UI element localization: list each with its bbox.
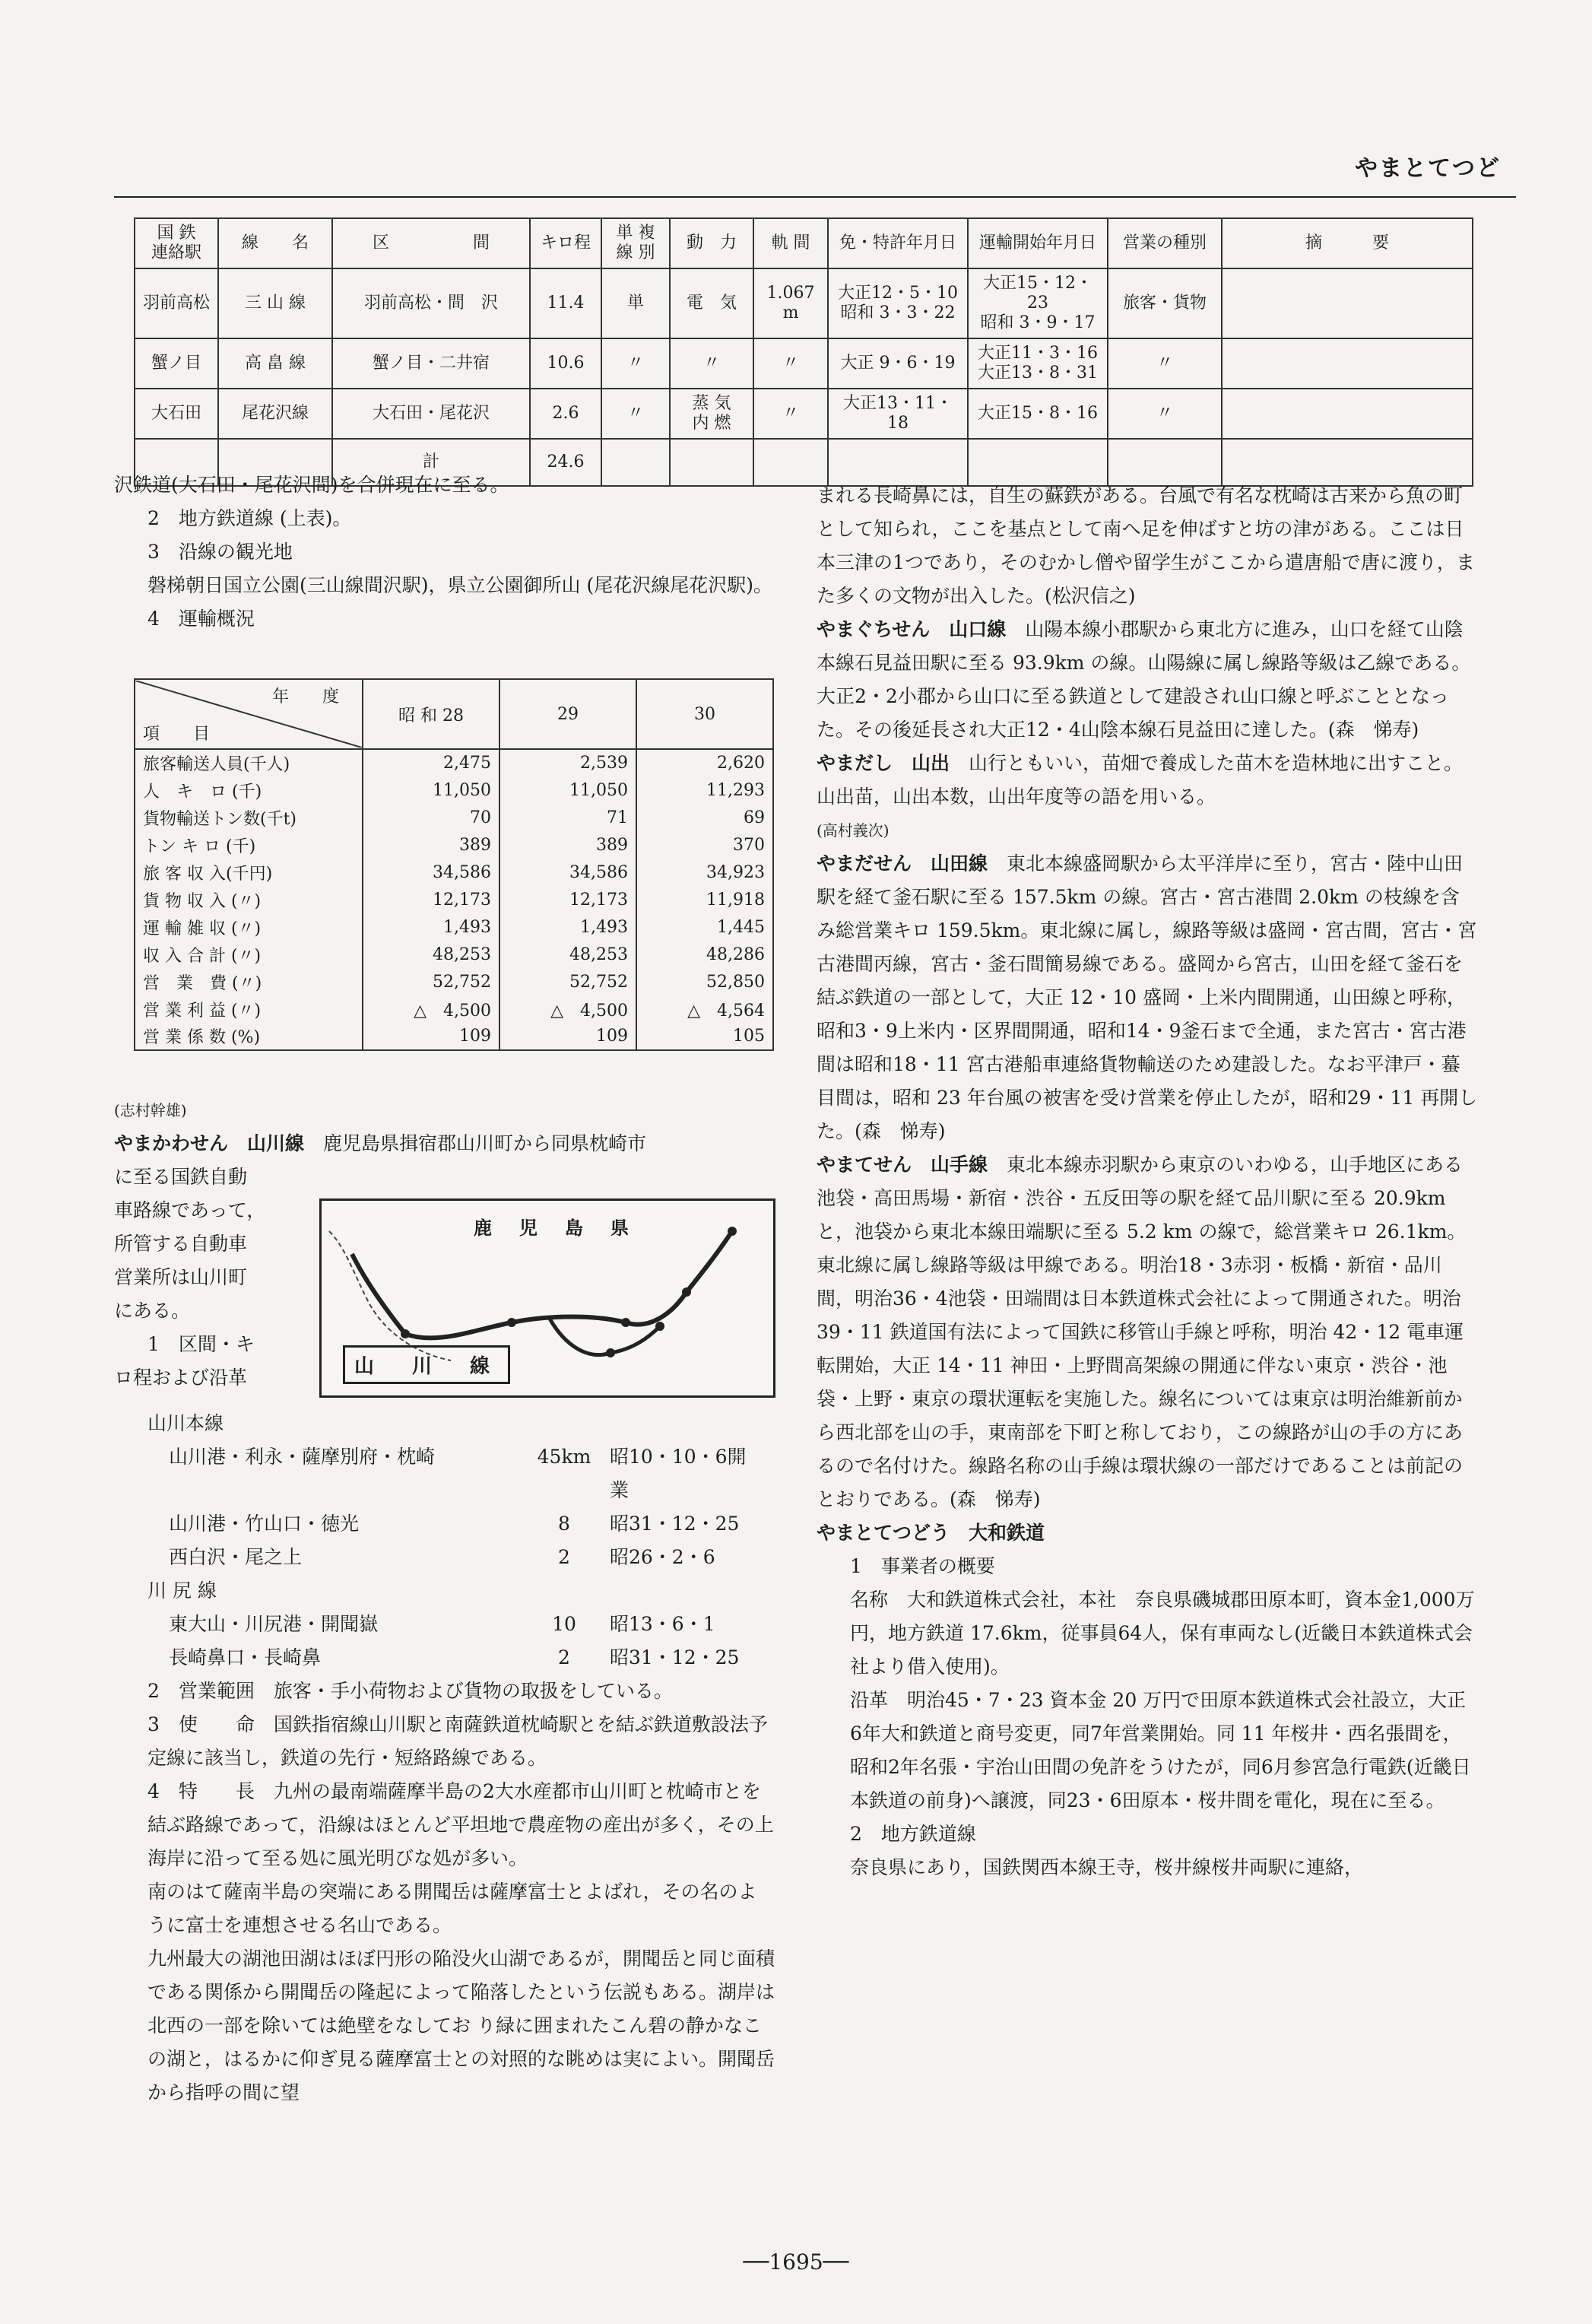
col-header: 単 複 線 別 [601,218,670,268]
entry-yamadashi: やまだし 山出 山行ともいい，苗畑で養成した苗木を造林地に出すこと。山出苗，山出本数，山出年度等の語を用いる。 [817,752,1464,808]
stats-row: 収 入 合 計 (〃) 48,253 48,253 48,286 [135,941,773,968]
paragraph: 九州最大の湖池田湖はほぼ円形の陥没火山湖であるが，開聞岳と同じ面積である関係から開聞岳の隆起によって陥落したという伝説もある。湖岸は北西の一部を除いては絶壁をなしてお り緑に囲まれたこん碧の静かなこの湖と，はるかに仰ぎ見る薩摩富士との対照的な眺めは実によい。開聞岳から指呼の間に望 [147,1948,775,2103]
wrap-line: 1 区間・キ [147,1333,255,1355]
wrap-line: 営業所は山川町 [114,1266,248,1288]
stats-row: 旅客輸送人員(千人) 2,475 2,539 2,620 [135,749,773,776]
col-header: 摘 要 [1222,218,1473,268]
stats-row: 運 輸 雑 収 (〃) 1,493 1,493 1,445 [135,913,773,941]
route-row: 西白沢・尾之上 2 昭26・2・6 [169,1546,715,1568]
table-cell: 〃 [1108,389,1222,439]
table-row [135,268,1473,338]
entry-heading: やまだし 山出 [817,752,950,774]
line-name: 川 尻 線 [147,1579,217,1602]
header-rule [114,196,1516,198]
paragraph: 3 沿線の観光地 [147,541,293,563]
entry-heading: やまてせん 山手線 [817,1154,988,1176]
stats-row: 貨 物 収 入 (〃) 12,173 12,173 11,918 [135,886,773,913]
entry-yamaguchi: やまぐちせん 山口線 山陽本線小郡駅から東北方に進み，山口を経て山陰本線石見益田駅に至る 93.9km の線。山陽線に属し線路等級は乙線である。大正2・2小郡から山口に至る鉄道として建設され山口線と呼ぶこととなった。その後延長され大正12・4山陰本線石見益田に達した。(森 悌寿) [817,618,1471,741]
table-cell: 〃 [601,389,670,439]
table-cell: 〃 [601,338,670,389]
stats-year: 29 [499,679,636,749]
wrap-line: ロ程および沿革 [114,1367,248,1389]
entry-lead: 鹿児島県揖宿郡山川町から同県枕崎市 [323,1132,647,1154]
stats-header-row [135,679,773,749]
table-cell: 大正 9・6・19 [828,338,968,389]
col-header: 免・特許年月日 [828,218,968,268]
paragraph: 磐梯朝日国立公園(三山線間沢駅)，県立公園御所山 (尾花沢線尾花沢駅)。 [147,574,772,596]
col-header: 軌 間 [753,218,828,268]
wrap-line: にある。 [114,1300,191,1322]
col-header: 営業の種別 [1108,218,1222,268]
table-cell: 高 畠 線 [218,338,332,389]
paragraph: 奈良県にあり，国鉄関西本線王寺，桜井線桜井両駅に連絡， [850,1856,1364,1878]
entry-heading: やまだせん 山田線 [817,852,988,875]
total-km: 24.6 [530,439,601,486]
stats-year-label: 年 度 [271,687,339,706]
table-cell: 1.067 m [753,268,828,338]
map-region-label: 鹿 児 島 県 [474,1217,633,1239]
paragraph: 4 運輸概況 [147,608,255,630]
transport-stats-table [134,678,774,1051]
table-cell: 〃 [670,338,753,389]
paragraph: 4 特 長 九州の最南端薩摩半島の2大水産都市山川町と枕崎市とを結ぶ路線であって，沿線はほとんど平坦地で農産物の産出が多く，その上海岸に沿って至る処に風光明びな処が多い。 [147,1780,774,1869]
table-cell: 〃 [1108,338,1222,389]
table-cell: 11.4 [530,268,601,338]
table-cell: 三 山 線 [218,268,332,338]
entry-yamate: やまてせん 山手線 東北本線赤羽駅から東京のいわゆる，山手地区にある池袋・高田馬場・新宿・渋谷・五反田等の駅を経て品川駅に至る 20.9km と，池袋から東北本線田端駅に至る 5.2 km の線で，総営業キロ 26.1km。東北線に属し線路等級は甲線である。明治18・3赤羽・板橋・新宿・品川間，明治36・4池袋・田端間は日本鉄道株式会社によって開通された。明治39・11 鉄道国有法によって国鉄に移管山手線と呼称，明治 42・12 電車運転開始，大正 14・11 神田・上野間高架線の開通に伴ない東京・渋谷・池袋・上野・東京の環状運転を実施した。線名については東京は明治維新前から西北部を山の手，東南部を下町と称しており，この線路が山の手の方にあるので名付けた。線路名称の山手線は環状線の一部だけであることは前記のとおりである。(森 悌寿) [817,1154,1467,1510]
entry-yamakawa [114,1127,775,1160]
paragraph: まれる長崎鼻には，自生の蘇鉄がある。台風で有名な枕崎は古来から魚の町として知られ，ここを基点として南へ足を伸ばすと坊の津がある。ここは日本三津の1つであり，そのむかし僧や留学生がここから遣唐船で唐に渡り，また多くの文物が出入した。(松沢信之) [817,484,1475,607]
table-cell: 大石田 [135,389,218,439]
table-cell [1222,389,1473,439]
col-header: キロ程 [530,218,601,268]
railway-line-table [134,217,1473,487]
page-number: ──1695── [743,2249,849,2275]
left-column-top [114,468,775,636]
stats-row: 旅 客 収 入(千円) 34,586 34,586 34,923 [135,859,773,886]
table-cell: 〃 [753,389,828,439]
wrap-line: に至る国鉄自動 [114,1166,248,1188]
table-cell: 10.6 [530,338,601,389]
paragraph: 沢鉄道(大石田・尾花沢間)を合併現在に至る。 [114,474,509,496]
author-credit: (高村義次) [817,821,890,840]
table-row [135,338,1473,389]
entry-heading: やまぐちせん 山口線 [817,618,1007,640]
table-cell: 大正13・11・18 [828,389,968,439]
stats-row: 営 業 費 (〃) 52,752 52,752 52,850 [135,968,773,995]
table-cell: 〃 [753,338,828,389]
col-header: 国 鉄 連絡駅 [135,218,218,268]
table-cell: 単 [601,268,670,338]
left-column-bottom [114,1407,775,2110]
route-row: 東大山・川尻港・開聞嶽 10 昭13・6・1 [169,1613,715,1635]
col-header: 線 名 [218,218,332,268]
paragraph: 沿革 明治45・7・23 資本金 20 万円で田原本鉄道株式会社設立，大正6年大和鉄道と商号変更，同7年営業開始。同 11 年桜井・西名張間を，昭和2年名張・宇治山田間の免許をうけたが，同6月参宮急行電鉄(近畿日本鉄道の前身)へ譲渡，同23・6田原本・桜井間を電化，現在に至る。 [850,1689,1471,1811]
line-name: 山川本線 [147,1412,224,1434]
stats-row: 人 キ ロ (千) 11,050 11,050 11,293 [135,776,773,804]
table-cell: 電 気 [670,268,753,338]
stats-row: 営 業 利 益 (〃) △ 4,500 △ 4,500 △ 4,564 [135,995,773,1023]
entry-yamada: やまだせん 山田線 東北本線盛岡駅から太平洋岸に至り，宮古・陸中山田駅を経て釜石駅に至る 157.5km の線。宮古・宮古港間 2.0km の枝線を含み総営業キロ 159.5km。東北線に属し，線路等級は盛岡・宮古間，宮古・宮古港間丙線，宮古・釜石間簡易線である。盛岡から宮古，山田を経て釜石を結ぶ鉄道の一部として，大正 12・10 盛岡・上米内間開通，山田線と呼称，昭和3・9上米内・区界間開通，昭和14・9釜石まで全通，また宮古・宮古港間は昭和18・11 宮古港船車連絡貨物輸送のため建設した。なお平津戸・蟇目間は，昭和 23 年台風の被害を受け営業を停止したが，昭和29・11 再開した。(森 悌寿) [817,852,1478,1142]
paragraph: 2 営業範囲 旅客・手小荷物および貨物の取扱をしている。 [147,1680,673,1702]
stats-year: 30 [636,679,773,749]
total-label: 計 [332,439,530,486]
stats-header-diagonal [135,679,363,749]
wrap-line: 車路線であって， [114,1199,266,1221]
table-cell: 羽前高松 [135,268,218,338]
table-cell: 蟹ノ目 [135,338,218,389]
author-credit: (志村幹雄) [114,1101,187,1119]
entry-heading: やまかわせん 山川線 [114,1132,305,1154]
running-head: やまとてつど [1355,155,1501,182]
paragraph: 3 使 命 国鉄指宿線山川駅と南薩鉄道枕崎駅とを結ぶ鉄道敷設法予定線に該当し，鉄道の先行・短絡路線である。 [147,1713,768,1769]
paragraph: 名称 大和鉄道株式会社，本社 奈良県磯城郡田原本町，資本金1,000万円，地方鉄道 17.6km，従事員64人，保有車両なし(近畿日本鉄道株式会社より借入使用)。 [850,1589,1475,1678]
paragraph: 2 地方鉄道線 [850,1823,976,1845]
stats-item-label: 項 目 [143,725,211,744]
table-cell: 蟹ノ目・二井宿 [332,338,530,389]
table-cell: 大正15・8・16 [968,389,1108,439]
table-cell: 大正12・5・10 昭和 3・3・22 [828,268,968,338]
table-cell: 大石田・尾花沢 [332,389,530,439]
col-header: 動 力 [670,218,753,268]
table-cell: 2.6 [530,389,601,439]
table-cell: 旅客・貨物 [1108,268,1222,338]
paragraph: 1 事業者の概要 [850,1555,995,1577]
route-row: 山川港・竹山口・徳光 8 昭31・12・25 [169,1513,740,1535]
entry-heading: やまとてつどう 大和鉄道 [817,1522,1045,1544]
table-row [135,389,1473,439]
wrap-line: 所管する自動車 [114,1233,248,1255]
stats-row: 営 業 係 数 (%) 109 109 105 [135,1023,773,1050]
right-column [817,479,1478,1884]
stats-row: トン キ ロ (千) 389 389 370 [135,831,773,859]
table-cell: 蒸 気 内 燃 [670,389,753,439]
stats-row: 貨物輸送トン数(千t) 70 71 69 [135,804,773,831]
map-title: 山 川 線 [343,1345,510,1384]
route-row: 山川港・利永・薩摩別府・枕崎 45km 昭10・10・6開業 [169,1446,747,1501]
table-header-row [135,218,1473,268]
col-header: 運輸開始年月日 [968,218,1108,268]
paragraph: 2 地方鉄道線 (上表)。 [147,507,352,529]
table-cell [1222,338,1473,389]
table-cell: 羽前高松・間 沢 [332,268,530,338]
col-header: 区 間 [332,218,530,268]
yamakawa-route-map [319,1199,775,1398]
table-cell: 大正15・12・23 昭和 3・9・17 [968,268,1108,338]
table-cell: 大正11・3・16 大正13・8・31 [968,338,1108,389]
route-row: 長崎鼻口・長崎鼻 2 昭31・12・25 [169,1646,740,1668]
paragraph: 南のはて薩南半島の突端にある開聞岳は薩摩富士とよばれ，その名のように富士を連想させる名山である。 [147,1881,757,1936]
table-cell [1222,268,1473,338]
stats-year: 昭 和 28 [363,679,499,749]
table-cell: 尾花沢線 [218,389,332,439]
